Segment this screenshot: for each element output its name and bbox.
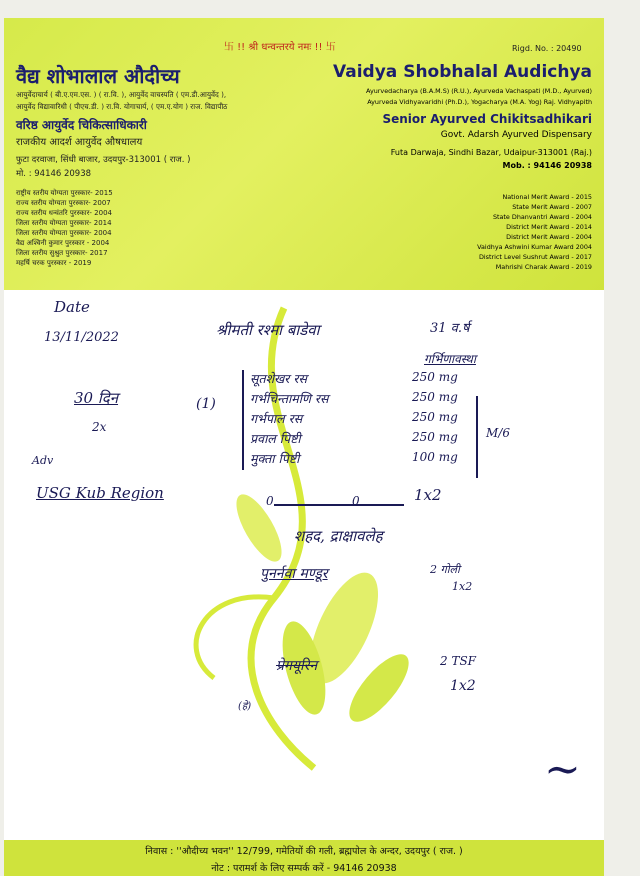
award-english-item: Mahrishi Charak Award - 2019 (495, 263, 592, 271)
medicine-3-mark: (हे) (238, 701, 252, 712)
zero-mark-a: 0 (266, 494, 274, 508)
medicine-3-name: प्रेगयूरिन (276, 658, 318, 674)
patient-name: श्रीमती रश्मा बाडेवा (216, 321, 320, 339)
duration: 30 दिन (74, 389, 119, 407)
medicine-3-frequency: 1x2 (450, 678, 476, 694)
address-hindi: फुटा दरवाजा, सिंधी बाजार, उदयपुर-313001 ( राज. ) (16, 155, 191, 165)
award-hindi-item: जिला स्तरीय सुश्रुत पुरस्कार- 2017 (16, 249, 108, 257)
medicine-name: मुक्ता पिष्टी (250, 451, 300, 466)
designation-english: Senior Ayurved Chikitsadhikari (382, 112, 592, 126)
awards-hindi-list (16, 188, 113, 268)
medicine-qty: 250 mg (412, 390, 458, 404)
bracket-line (476, 396, 478, 478)
letterhead-english (262, 62, 592, 170)
letterhead (4, 18, 604, 290)
award-english-item: State Merit Award - 2007 (512, 203, 592, 211)
zero-mark-b: 0 (352, 494, 360, 508)
medicine-qty: 250 mg (412, 410, 458, 424)
medicine-qty: 250 mg (412, 430, 458, 444)
dispensary-english: Govt. Adarsh Ayurved Dispensary (440, 130, 592, 140)
registration-number: Rigd. No. : 20490 (512, 44, 582, 53)
qualification-hindi-2: आयुर्वेद विद्यावारिधी ( पीएच.डी. ) रा.वि. योगाचार्य, ( एम.ए.योग ) राज. विद्यापीठ (16, 102, 228, 111)
award-hindi-item: जिला स्तरीय योग्यता पुरस्कार- 2014 (16, 219, 112, 227)
medicine-name: सूतशेखर रस (250, 371, 307, 386)
award-hindi-item: वैद्य अश्विनी कुमार पुरस्कार - 2004 (16, 239, 110, 247)
medicine-2-name: पुनर्नवा मण्डूर (260, 566, 328, 582)
footer-note: नोट : परामर्श के लिए सम्पर्क करें - 94146 20938 (211, 863, 397, 874)
duration-note: 2x (92, 420, 107, 434)
medicine-qty: 100 mg (412, 450, 458, 464)
doctor-name-hindi: वैद्य शोभालाल औदीच्य (16, 64, 180, 88)
qualification-english-2: Ayurveda Vidhyavaridhi (Ph.D.), Yogacharya (M.A. Yog) Raj. Vidhyapith (367, 98, 592, 106)
award-hindi-item: राज्य स्तरीय धन्वंतरि पुरस्कार- 2004 (16, 209, 112, 217)
date-value: 13/11/2022 (44, 330, 119, 345)
designation-hindi: वरिष्ठ आयुर्वेद चिकित्साधिकारी (16, 118, 147, 132)
medicine-row (250, 370, 490, 390)
medicine-name: गर्भपाल रस (250, 411, 303, 426)
medicine-2-frequency: 1x2 (452, 580, 473, 593)
dose: 1x2 (414, 486, 442, 504)
award-english-item: District Merit Award - 2014 (506, 223, 592, 231)
awards-english-list (477, 192, 592, 272)
medicine-qty: 250 mg (412, 370, 458, 384)
medicine-2-dose: 2 गोली (430, 563, 460, 576)
footer (4, 840, 604, 876)
mix-count: M/6 (486, 426, 510, 440)
award-english-item: State Dhanvantri Award - 2004 (492, 213, 592, 221)
award-hindi-item: महर्षि चरक पुरस्कार - 2019 (16, 259, 92, 267)
qualification-hindi-1: आयुर्वेदाचार्य ( बी.ए.एम.एस. ) ( रा.वि. ), आयुर्वेद वाचस्पति ( एम.डी.आयुर्वेद ), (16, 90, 227, 99)
medicine-name: प्रवाल पिष्टी (250, 431, 301, 446)
prescription-sheet (4, 18, 604, 876)
award-english-item: Vaidhya Ashwini Kumar Award 2004 (477, 243, 592, 251)
qualification-english-1: Ayurvedacharya (B.A.M.S) (R.U.), Ayurveda Vachaspati (M.D., Ayurved) (366, 87, 592, 95)
invocation: 卐 !! श्री धन्वन्तरये नमः !! 卐 (224, 42, 336, 53)
patient-age: 31 व.र्ष (430, 321, 470, 336)
dose-line (274, 504, 404, 506)
award-hindi-item: राष्ट्रीय स्तरीय योग्यता पुरस्कार- 2015 (16, 189, 113, 197)
doctor-name-english: Vaidya Shobhalal Audichya (333, 62, 592, 82)
medicine-name: गर्भचिन्तामणि रस (250, 391, 329, 406)
dispensary-hindi: राजकीय आदर्श आयुर्वेद औषधालय (16, 137, 143, 148)
date-label: Date (54, 298, 90, 316)
award-hindi-item: जिला स्तरीय योग्यता पुरस्कार- 2004 (16, 229, 112, 237)
award-hindi-item: राज्य स्तरीय योग्यता पुरस्कार- 2007 (16, 199, 111, 207)
adv-label: Adv (32, 454, 54, 467)
item-number: (1) (196, 396, 216, 412)
anupan: शहद, द्राक्षावलेह (294, 527, 383, 545)
address-english: Futa Darwaja, Sindhi Bazar, Udaipur-313001 (Raj.) (390, 148, 592, 157)
medicine-list (242, 370, 490, 470)
medicine-row (250, 390, 490, 410)
award-english-item: District Merit Award - 2004 (506, 233, 592, 241)
mobile-hindi: मो. : 94146 20938 (16, 169, 92, 179)
patient-condition: गर्भिणावस्था (424, 352, 476, 366)
signature: ~ (544, 744, 581, 795)
usg-advice: USG Kub Region (36, 484, 164, 502)
award-english-item: National Merit Award - 2015 (502, 193, 592, 201)
medicine-row (250, 430, 490, 450)
award-english-item: District Level Sushrut Award - 2017 (478, 253, 592, 261)
mobile-english: Mob. : 94146 20938 (502, 161, 592, 170)
medicine-3-dose: 2 TSF (440, 654, 476, 668)
footer-residence: निवास : ''औदीच्य भवन'' 12/799, गमेतियों की गली, ब्रह्मपोल के अन्दर, उदयपुर ( राज. ) (145, 846, 463, 857)
medicine-row (250, 410, 490, 430)
medicine-row (250, 450, 490, 470)
